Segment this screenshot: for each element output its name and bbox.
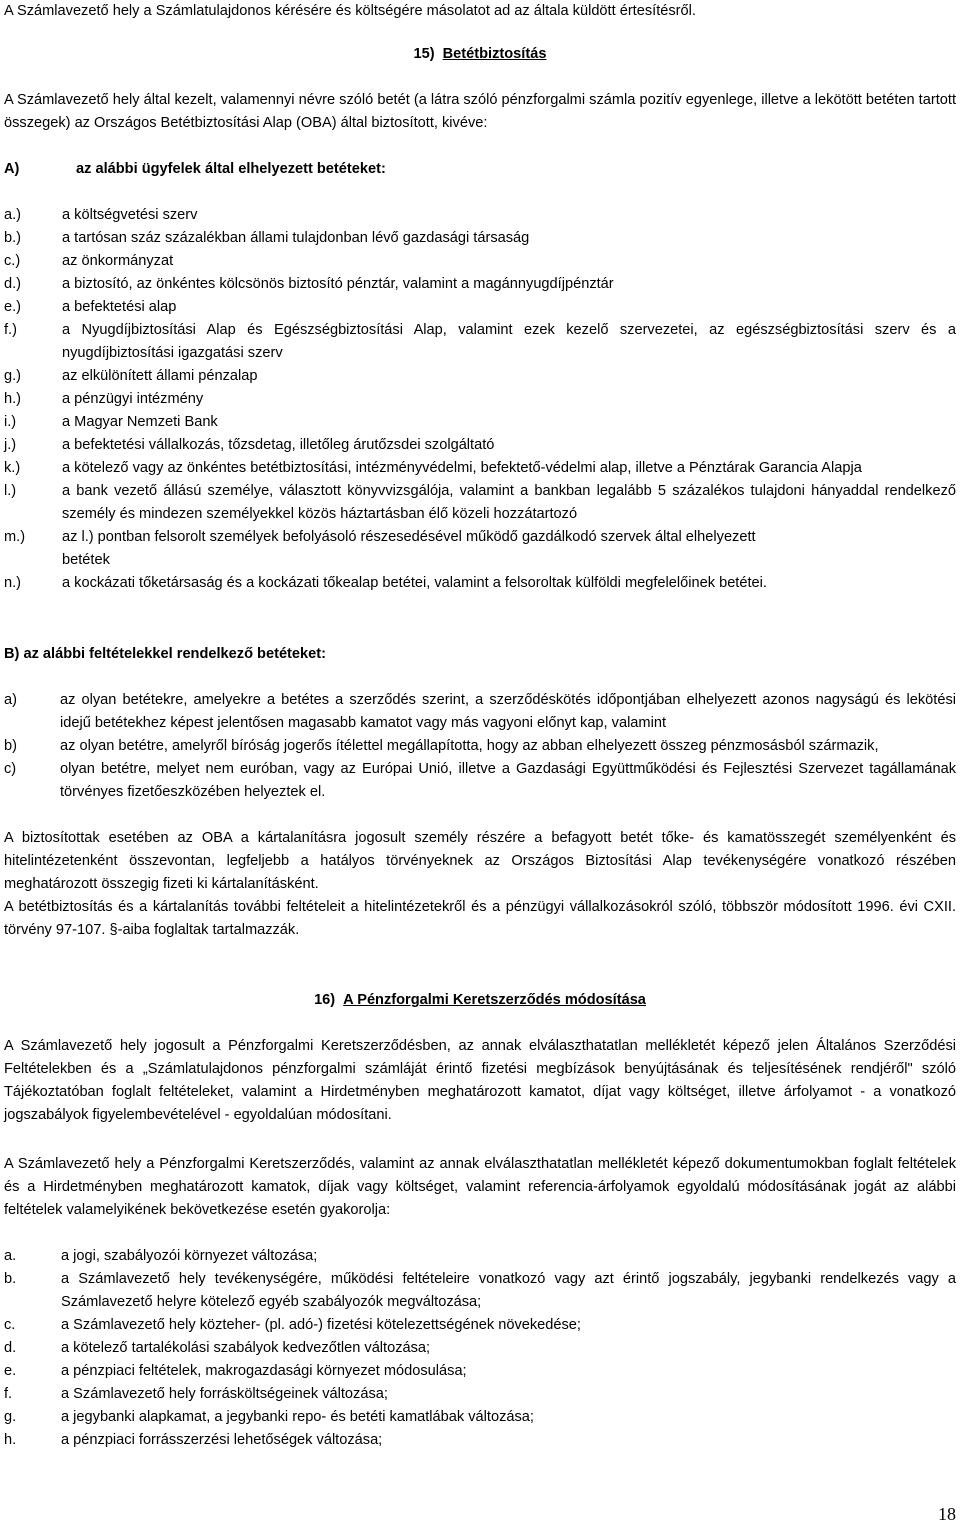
list-text: az olyan betétre, amelyről bíróság jogerős ítélettel megállapította, hogy az abban elhelyezett összeg pénzmosásból származik, xyxy=(60,738,879,754)
group-a-heading xyxy=(4,158,956,181)
list-item xyxy=(4,1268,956,1314)
group-b-heading: B) az alábbi feltételekkel rendelkező betéteket: xyxy=(4,646,326,662)
list-label: i.) xyxy=(4,414,17,430)
list-item xyxy=(4,365,956,388)
list-label: b) xyxy=(4,738,17,754)
list-text: a pénzpiaci forrásszerzési lehetőségek változása; xyxy=(61,1432,383,1448)
group-a-label: A) xyxy=(4,161,20,177)
section-15-number: 15) xyxy=(413,46,435,62)
list-label: d.) xyxy=(4,276,22,292)
section-15-heading xyxy=(4,43,956,66)
list-text: olyan betétre, melyet nem euróban, vagy az Európai Unió, illetve a Gazdasági Együttműködési és Fejlesztési Szervezet tagállamának törvényes fizetőeszközében helyeztek el. xyxy=(60,761,956,800)
section-16-number: 16) xyxy=(314,992,336,1008)
list-item xyxy=(4,526,956,572)
list-item xyxy=(4,319,956,365)
list-item xyxy=(4,457,956,480)
list-item xyxy=(4,434,956,457)
list-label: f. xyxy=(4,1386,13,1402)
list-item xyxy=(4,227,956,250)
list-text: a befektetési alap xyxy=(62,299,177,315)
list-label: d. xyxy=(4,1340,17,1356)
list-label: g. xyxy=(4,1409,17,1425)
list-item xyxy=(4,1314,956,1337)
list-text: a Nyugdíjbiztosítási Alap és Egészségbiztosítási Alap, valamint ezek kezelő szervezetei, az egészségbiztosítási szerv és a nyugdíjbiztosítási igazgatási szerv xyxy=(62,322,956,361)
list-label: g.) xyxy=(4,368,22,384)
list-text: a Számlavezető hely forrásköltségeinek változása; xyxy=(61,1386,388,1402)
list-label: c.) xyxy=(4,253,21,269)
list-item xyxy=(4,572,956,595)
list-label: e. xyxy=(4,1363,17,1379)
list-item xyxy=(4,411,956,434)
group-a-title: az alábbi ügyfelek által elhelyezett betéteket: xyxy=(76,161,386,177)
list-item xyxy=(4,273,956,296)
section-15-title: Betétbiztosítás xyxy=(442,46,547,62)
list-text: a kockázati tőketársaság és a kockázati tőkealap betétei, valamint a felsoroltak külföldi megfelelőinek betétei. xyxy=(62,575,767,591)
list-item xyxy=(4,1245,956,1268)
section-16-heading xyxy=(4,989,956,1012)
list-item xyxy=(4,758,956,804)
list-text: az elkülönített állami pénzalap xyxy=(62,368,258,384)
list-text: a költségvetési szerv xyxy=(62,207,198,223)
list-text: a pénzpiaci feltételek, makrogazdasági környezet módosulása; xyxy=(61,1363,467,1379)
list-label: h. xyxy=(4,1432,17,1448)
list-text: a tartósan száz százalékban állami tulajdonban lévő gazdasági társaság xyxy=(62,230,530,246)
section-16-title: A Pénzforgalmi Keretszerződés módosítása xyxy=(343,992,646,1008)
list-label: a. xyxy=(4,1248,17,1264)
list-text: a befektetési vállalkozás, tőzsdetag, illetőleg árutőzsdei szolgáltató xyxy=(62,437,495,453)
list-item xyxy=(4,250,956,273)
intro-line: A Számlavezető hely a Számlatulajdonos kérésére és költségére másolatot ad az általa küldött értesítésről. xyxy=(4,3,696,19)
section-15-intro: A Számlavezető hely által kezelt, valamennyi névre szóló betét (a látra szóló pénzforgalmi számla pozitív egyenlege, illetve a lekötött betéten tartott összegek) az Országos Betétbiztosítási Alap (OBA) által biztosított, kivéve: xyxy=(4,92,956,131)
list-item xyxy=(4,1406,956,1429)
list-item xyxy=(4,204,956,227)
list-text: a kötelező tartalékolási szabályok kedvezőtlen változása; xyxy=(61,1340,431,1356)
section-16-paragraph-2: A Számlavezető hely a Pénzforgalmi Keretszerződés, valamint az annak elválaszthatatlan mellékletét képező dokumentumokban foglalt feltételek és a Hirdetményben meghatározott kamatok, díjak vagy költséget, valamint referencia-árfolyamok egyoldalú módosításának jogát az alábbi feltételek valamelyikének bekövetkezése esetén gyakorolja: xyxy=(4,1156,956,1218)
list-item xyxy=(4,1429,956,1452)
list-text: az olyan betétekre, amelyekre a betétes a szerződés szerint, a szerződéskötés időpontjában elhelyezett azonos nagyságú és lekötési idejű betétekhez képest jelentősen magasabb kamatot vagy más vagyoni előnyt kap, valamint xyxy=(60,692,956,731)
list-label: b. xyxy=(4,1271,17,1287)
list-item xyxy=(4,1383,956,1406)
list-label: c) xyxy=(4,761,17,777)
list-label: m.) xyxy=(4,529,26,545)
legal-reference-paragraph: A betétbiztosítás és a kártalanítás további feltételeit a hitelintézetekről és a pénzügyi vállalkozásokról szóló, többször módosított 1996. évi CXII. törvény 97-107. §-aiba foglaltak tartalmazzák. xyxy=(4,899,956,938)
list-label: n.) xyxy=(4,575,22,591)
list-text: a Számlavezető hely közteher- (pl. adó-) fizetési kötelezettségének növekedése; xyxy=(61,1317,581,1333)
list-item xyxy=(4,1337,956,1360)
section-16-paragraph-1: A Számlavezető hely jogosult a Pénzforgalmi Keretszerződésben, az annak elválaszthatatlan mellékletét képező jelen Általános Szerződési Feltételekben és a „Számlatulajdonos pénzforgalmi számláját érintő fizetési megbízások benyújtásának és teljesítésének rendjéről" szóló Tájékoztatóban foglalt feltételeket, valamint a Hirdetményben meghatározott kamatot, díjat vagy költséget, illetve árfolyamot - a vonatkozó jogszabályok figyelembevételével - egyoldalúan módosítani. xyxy=(4,1038,956,1123)
list-text: a Magyar Nemzeti Bank xyxy=(62,414,218,430)
list-item xyxy=(4,388,956,411)
list-text: az l.) pontban felsorolt személyek befolyásoló részesedésével működő gazdálkodó szervek által elhelyezett betétek xyxy=(62,529,756,568)
list-text: a Számlavezető hely tevékenységére, működési feltételeire vonatkozó vagy azt érintő jogszabály, jegybanki rendelkezés vagy a Számlavezető helyre kötelező egyéb szabályozók megváltozása; xyxy=(61,1271,956,1310)
list-label: l.) xyxy=(4,483,17,499)
list-label: c. xyxy=(4,1317,16,1333)
modification-conditions-list xyxy=(4,1245,956,1452)
list-item xyxy=(4,689,956,735)
list-label: b.) xyxy=(4,230,22,246)
list-text: az önkormányzat xyxy=(62,253,174,269)
exclusion-list-a xyxy=(4,204,956,595)
list-label: a.) xyxy=(4,207,22,223)
exclusion-list-b xyxy=(4,689,956,804)
compensation-paragraph: A biztosítottak esetében az OBA a kártalanításra jogosult személy részére a befagyott betét tőke- és kamatösszegét személyenként és hitelintézetenként összevontan, legfeljebb a hatályos törvényeknek az Országos Biztosítási Alap tevékenységére vonatkozó részében meghatározott összegig fizeti ki kártalanításként. xyxy=(4,830,956,892)
list-item xyxy=(4,480,956,526)
list-label: a) xyxy=(4,692,17,708)
list-text: a kötelező vagy az önkéntes betétbiztosítási, intézményvédelmi, befektető-védelmi alap, illetve a Pénztárak Garancia Alapja xyxy=(62,460,862,476)
list-label: f.) xyxy=(4,322,17,338)
list-item xyxy=(4,296,956,319)
list-label: e.) xyxy=(4,299,22,315)
list-text: a jogi, szabályozói környezet változása; xyxy=(61,1248,318,1264)
list-label: k.) xyxy=(4,460,21,476)
list-label: j.) xyxy=(4,437,17,453)
list-item xyxy=(4,1360,956,1383)
list-text: a jegybanki alapkamat, a jegybanki repo- és betéti kamatlábak változása; xyxy=(61,1409,534,1425)
list-text: a bank vezető állású személye, választott könyvvizsgálója, valamint a bankban legalább 5 százalékos tulajdoni hányaddal rendelkező személy és mindezen személyekkel közös háztartásban élő közeli hozzátartozó xyxy=(62,483,956,522)
list-text: a biztosító, az önkéntes kölcsönös biztosító pénztár, valamint a magánnyugdíjpénztár xyxy=(62,276,614,292)
list-text: a pénzügyi intézmény xyxy=(62,391,204,407)
page-number: 18 xyxy=(938,1504,956,1524)
list-item xyxy=(4,735,956,758)
list-label: h.) xyxy=(4,391,22,407)
